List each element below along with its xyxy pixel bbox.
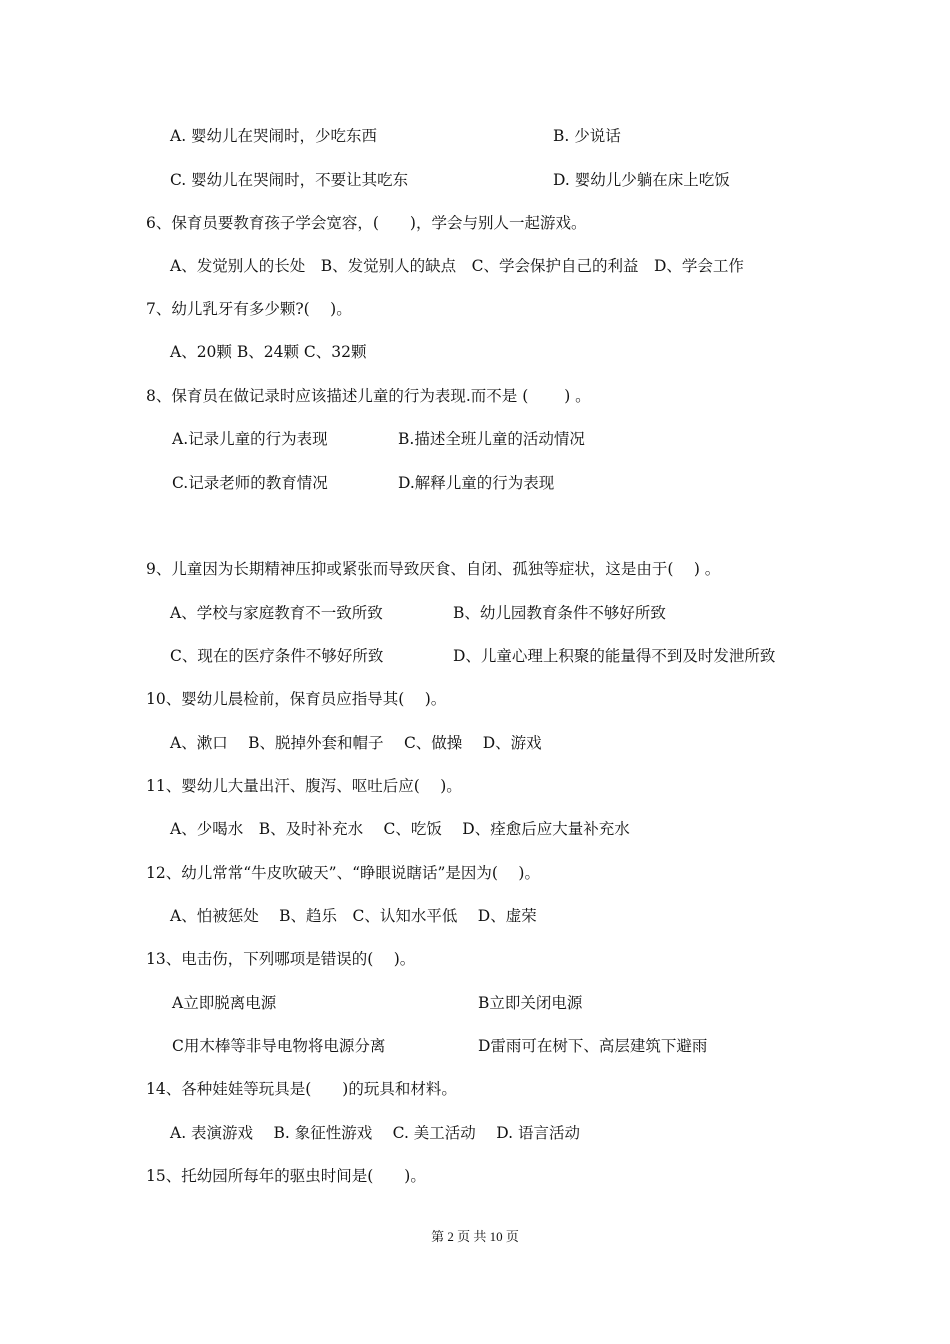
q8-option-d: D.解释儿童的行为表现	[398, 474, 555, 492]
q7-stem: 7、幼儿乳牙有多少颗?( )。	[146, 300, 352, 318]
q10-stem: 10、婴幼儿晨检前，保育员应指导其( )。	[146, 690, 447, 708]
q5-option-a: A. 婴幼儿在哭闹时，少吃东西	[170, 127, 378, 145]
q13-option-d: D雷雨可在树下、高层建筑下避雨	[478, 1037, 708, 1055]
q8-stem: 8、保育员在做记录时应该描述儿童的行为表现.而不是 ( ) 。	[146, 387, 591, 405]
q12-options: A、怕被惩处 B、趋乐 C、认知水平低 D、虚荣	[170, 907, 537, 925]
q10-options: A、漱口 B、脱掉外套和帽子 C、做操 D、游戏	[170, 734, 542, 752]
q9-stem: 9、儿童因为长期精神压抑或紧张而导致厌食、自闭、孤独等症状，这是由于( ) 。	[146, 560, 721, 578]
q13-stem: 13、电击伤，下列哪项是错误的( )。	[146, 950, 416, 968]
page-footer: 第 2 页 共 10 页	[431, 1229, 519, 1244]
q9-option-b: B、幼儿园教育条件不够好所致	[453, 604, 666, 622]
q8-option-c: C.记录老师的教育情况	[172, 474, 328, 492]
q11-stem: 11、婴幼儿大量出汗、腹泻、呕吐后应( )。	[146, 777, 462, 795]
q9-option-c: C、现在的医疗条件不够好所致	[170, 647, 384, 665]
q14-options: A. 表演游戏 B. 象征性游戏 C. 美工活动 D. 语言活动	[170, 1124, 580, 1142]
q7-options: A、20颗 B、24颗 C、32颗	[170, 343, 367, 361]
q9-option-a: A、学校与家庭教育不一致所致	[170, 604, 383, 622]
q9-option-d: D、儿童心理上积聚的能量得不到及时发泄所致	[453, 647, 776, 665]
q14-stem: 14、各种娃娃等玩具是( )的玩具和材料。	[146, 1080, 457, 1098]
q5-option-d: D. 婴幼儿少躺在床上吃饭	[553, 171, 730, 189]
q13-option-b: B立即关闭电源	[478, 994, 583, 1012]
q11-options: A、少喝水 B、及时补充水 C、吃饭 D、痊愈后应大量补充水	[170, 820, 630, 838]
q12-stem: 12、幼儿常常“牛皮吹破天”、“睁眼说瞎话”是因为( )。	[146, 864, 540, 882]
q13-option-c: C用木棒等非导电物将电源分离	[172, 1037, 386, 1055]
q15-stem: 15、托幼园所每年的驱虫时间是( )。	[146, 1167, 426, 1185]
q6-stem: 6、保育员要教育孩子学会宽容，( )，学会与别人一起游戏。	[146, 214, 587, 232]
q8-option-a: A.记录儿童的行为表现	[172, 430, 328, 448]
q13-option-a: A立即脱离电源	[172, 994, 277, 1012]
q5-option-b: B. 少说话	[553, 127, 621, 145]
q8-option-b: B.描述全班儿童的活动情况	[398, 430, 585, 448]
q5-option-c: C. 婴幼儿在哭闹时，不要让其吃东	[170, 171, 409, 189]
q6-options: A、发觉别人的长处 B、发觉别人的缺点 C、学会保护自己的利益 D、学会工作	[170, 257, 744, 275]
